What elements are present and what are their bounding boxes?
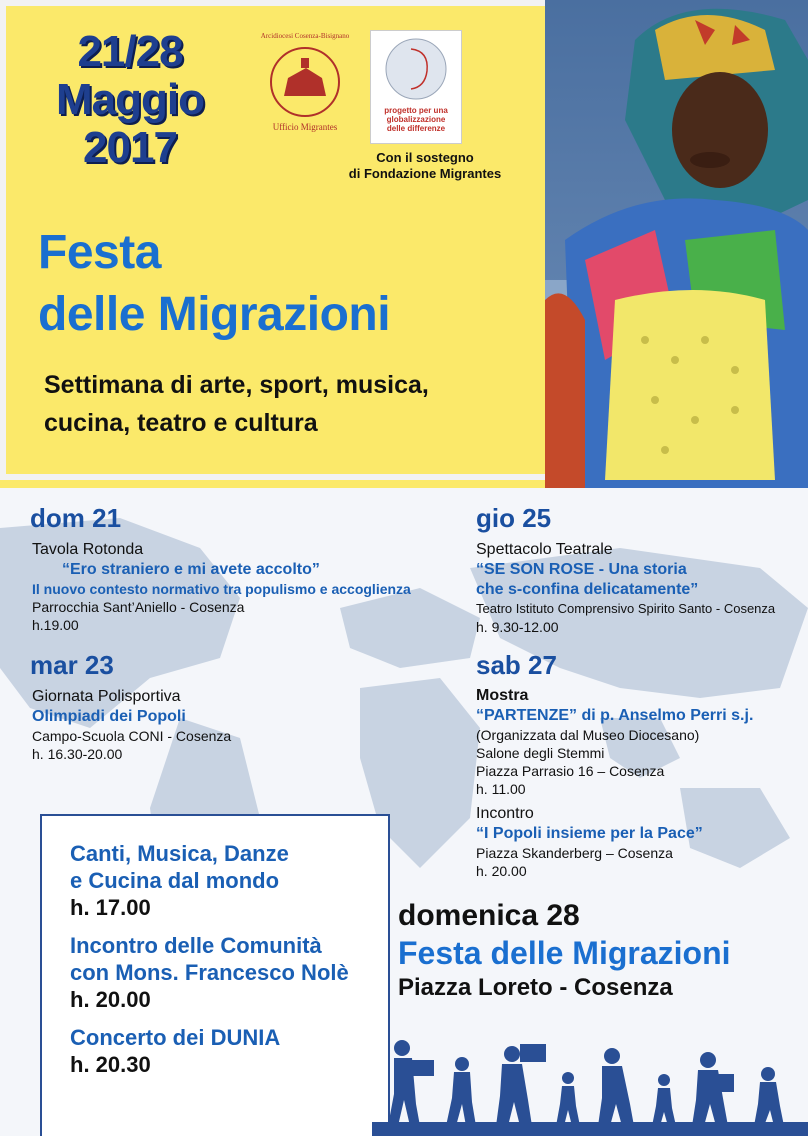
gio25-type: Spettacolo Teatrale: [476, 541, 613, 558]
sostegno-line2: di Fondazione Migrantes: [348, 166, 502, 181]
logo1-bottom-text: Ufficio Migrantes: [272, 122, 338, 132]
dom21-type: Tavola Rotonda: [32, 541, 144, 558]
final-day: domenica 28: [398, 899, 580, 932]
day-mar23: mar 23: [30, 650, 114, 680]
sab27-type: Mostra: [476, 687, 529, 704]
gio25-time: h. 9.30-12.00: [476, 619, 559, 635]
mar23-type: Giornata Polisportiva: [32, 688, 181, 705]
box-item1-time: h. 17.00: [70, 895, 151, 920]
gio25-title1: “SE SON ROSE - Una storia: [476, 561, 687, 578]
event-gio25: [476, 540, 775, 636]
sab27-org: (Organizzata dal Museo Diocesano): [476, 727, 700, 743]
migrantes-office-logo: [246, 30, 364, 140]
box-item3-time: h. 20.30: [70, 1052, 151, 1077]
date-year: 2017: [83, 123, 177, 172]
logo2-line2: globalizzazione: [386, 115, 446, 124]
final-title: Festa delle Migrazioni: [398, 935, 731, 971]
box-item2-time: h. 20.00: [70, 987, 151, 1012]
box-item1-line2: e Cucina dal mondo: [70, 868, 280, 893]
subtitle-line2: cucina, teatro e cultura: [44, 409, 318, 437]
event-dom21: [32, 540, 411, 634]
logo2-line1: progetto per una: [384, 106, 448, 115]
event-dates: [30, 28, 230, 172]
sab27-place2: Piazza Parrasio 16 – Cosenza: [476, 763, 665, 779]
dom21-title: “Ero straniero e mi avete accolto”: [62, 561, 320, 578]
sab27-place1: Salone degli Stemmi: [476, 745, 605, 761]
mar23-place: Campo-Scuola CONI - Cosenza: [32, 728, 232, 744]
dom21-place: Parrocchia Sant’Aniello - Cosenza: [32, 599, 245, 615]
sab27-place3: Piazza Skanderberg – Cosenza: [476, 845, 673, 861]
box-item1-line1: Canti, Musica, Danze: [70, 841, 289, 866]
event-mar23: [32, 687, 231, 763]
sab27-type2: Incontro: [476, 805, 534, 822]
migrants-silhouette-icon: [372, 1034, 808, 1136]
main-title: [38, 222, 390, 346]
globe-face-icon: [371, 31, 461, 101]
box-item2-line2: con Mons. Francesco Nolè: [70, 960, 349, 985]
dom21-sub: Il nuovo contesto normativo tra populismo e accoglienza: [32, 581, 411, 597]
subtitle: [44, 366, 429, 442]
dom21-time: h.19.00: [32, 617, 79, 633]
date-month: Maggio: [56, 75, 204, 124]
sab27-time2: h. 20.00: [476, 863, 527, 879]
sab27-title: “PARTENZE” di p. Anselmo Perri s.j.: [476, 707, 754, 724]
closing-event: [398, 898, 731, 1004]
gio25-title2: che s-confina delicatamente”: [476, 581, 699, 598]
sab27-title2: “I Popoli insieme per la Pace”: [476, 825, 703, 842]
logo2-line3: delle differenze: [386, 124, 446, 133]
day-gio25: gio 25: [476, 503, 552, 533]
gio25-place: Teatro Istituto Comprensivo Spirito Santo - Cosenza: [476, 601, 776, 616]
date-days: 21/28: [77, 27, 183, 76]
title-line2: delle Migrazioni: [38, 288, 391, 341]
box-item2-line1: Incontro delle Comunità: [70, 933, 322, 958]
woman-photo: [545, 0, 808, 488]
day-dom21: dom 21: [30, 503, 122, 533]
evening-program-box: [40, 814, 390, 1136]
globalizzazione-logo: [370, 30, 462, 144]
event-sab27: [476, 686, 753, 880]
sponsor-note: [300, 150, 550, 182]
mar23-title: Olimpiadi dei Popoli: [32, 708, 186, 725]
subtitle-line1: Settimana di arte, sport, musica,: [44, 371, 429, 399]
mar23-time: h. 16.30-20.00: [32, 746, 123, 762]
header-banner: [0, 0, 808, 488]
logo1-top-text: Arcidiocesi Cosenza-Bisignano: [260, 32, 350, 40]
sostegno-line1: Con il sostegno: [376, 150, 474, 165]
sab27-time: h. 11.00: [476, 781, 526, 797]
final-place: Piazza Loreto - Cosenza: [398, 974, 673, 1001]
day-sab27: sab 27: [476, 650, 557, 680]
box-item3-line1: Concerto dei DUNIA: [70, 1025, 281, 1050]
title-line1: Festa: [38, 226, 161, 279]
box-content: [70, 840, 349, 1089]
